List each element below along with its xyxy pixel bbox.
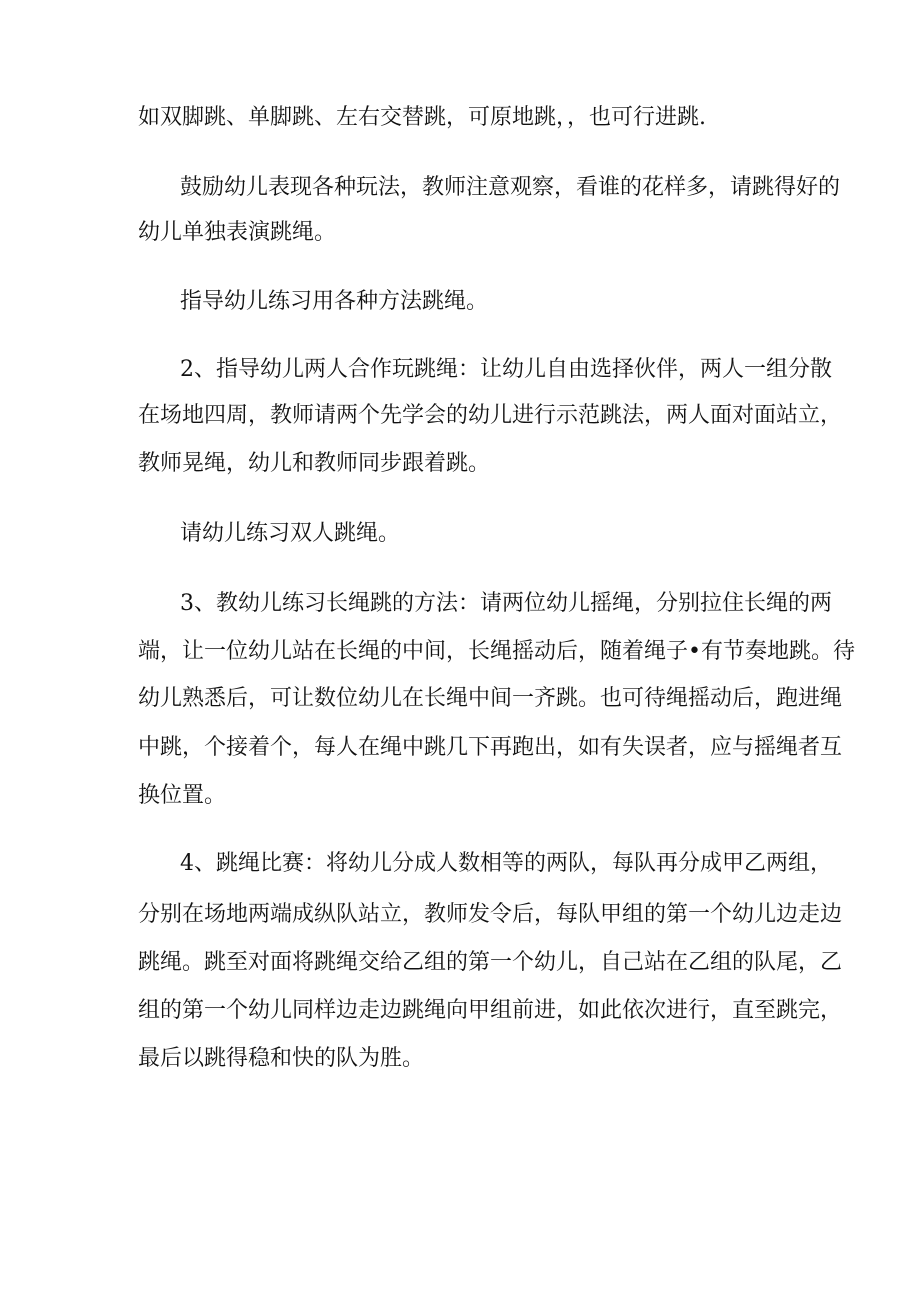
paragraph-line: 端，让一位幼儿站在长绳的中间，长绳摇动后，随着绳子•有节奏地跳。待 <box>138 639 855 664</box>
paragraph-line: 2、指导幼儿两人合作玩跳绳：让幼儿自由选择伙伴，两人一组分散 <box>180 357 832 382</box>
paragraph-line: 3、教幼儿练习长绳跳的方法：请两位幼儿摇绳，分别拉住长绳的两 <box>180 591 832 616</box>
paragraph-line: 请幼儿练习双人跳绳。 <box>180 521 401 546</box>
paragraph-line: 分别在场地两端成纵队站立，教师发令后，每队甲组的第一个幼儿边走边 <box>138 902 843 927</box>
paragraph-line: 幼儿熟悉后，可让数位幼儿在长绳中间一齐跳。也可待绳摇动后，跑进绳 <box>138 686 843 711</box>
paragraph-line: 幼儿单独表演跳绳。 <box>138 220 337 245</box>
paragraph-line: 最后以跳得稳和快的队为胜。 <box>138 1046 425 1071</box>
paragraph-line: 教师晃绳，幼儿和教师同步跟着跳。 <box>138 451 491 476</box>
paragraph-line: 4、跳绳比赛：将幼儿分成人数相等的两队，每队再分成甲乙两组， <box>180 851 832 876</box>
paragraph-line: 在场地四周，教师请两个先学会的幼儿进行示范跳法，两人面对面站立， <box>138 403 843 428</box>
paragraph-line: 指导幼儿练习用各种方法跳绳。 <box>180 289 489 314</box>
paragraph-line: 中跳，个接着个，每人在绳中跳几下再跑出，如有失误者，应与摇绳者互 <box>138 735 843 760</box>
paragraph-line: 鼓励幼儿表现各种玩法，教师注意观察，看谁的花样多，请跳得好的 <box>180 175 841 200</box>
paragraph-line: 换位置。 <box>138 783 227 808</box>
paragraph-line: 跳绳。跳至对面将跳绳交给乙组的第一个幼儿，自己站在乙组的队尾，乙 <box>138 950 843 975</box>
paragraph-line: 如双脚跳、单脚跳、左右交替跳，可原地跳，，也可行进跳. <box>138 105 706 130</box>
paragraph-line: 组的第一个幼儿同样边走边跳绳向甲组前进，如此依次进行，直至跳完， <box>138 998 843 1023</box>
